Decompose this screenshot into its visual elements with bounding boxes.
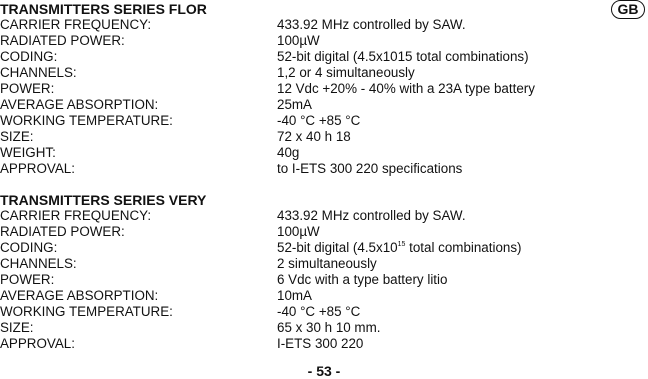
spec-value: 72 x 40 h 18	[277, 129, 351, 144]
spec-row	[0, 336, 600, 352]
spec-row	[0, 81, 600, 97]
spec-label: CODING:	[0, 49, 58, 64]
spec-label: AVERAGE ABSORPTION:	[0, 97, 159, 112]
spec-row	[0, 113, 600, 129]
section-title: TRANSMITTERS SERIES VERY	[0, 192, 207, 208]
spec-row	[0, 49, 600, 65]
spec-value: I-ETS 300 220	[277, 336, 364, 351]
spec-row	[0, 272, 600, 288]
spec-value: 100µW	[277, 224, 320, 239]
spec-row	[0, 288, 600, 304]
spec-label: RADIATED POWER:	[0, 224, 125, 239]
spec-value: 65 x 30 h 10 mm.	[277, 320, 381, 335]
spec-label: POWER:	[0, 272, 55, 287]
spec-row	[0, 145, 600, 161]
spec-label: CHANNELS:	[0, 256, 77, 271]
spec-row	[0, 97, 600, 113]
spec-value: 433.92 MHz controlled by SAW.	[277, 17, 466, 32]
spec-row	[0, 65, 600, 81]
spec-row	[0, 304, 600, 320]
spec-label: CHANNELS:	[0, 65, 77, 80]
spec-value	[277, 240, 522, 256]
spec-row	[0, 33, 600, 49]
spec-label: APPROVAL:	[0, 161, 75, 176]
spec-value-exponent: 15	[397, 241, 406, 248]
spec-row	[0, 320, 600, 336]
spec-label: CODING:	[0, 240, 58, 255]
spec-label: CARRIER FREQUENCY:	[0, 208, 152, 223]
spec-row	[0, 240, 600, 256]
spec-row	[0, 17, 600, 33]
spec-value: 100µW	[277, 33, 320, 48]
spec-label: AVERAGE ABSORPTION:	[0, 288, 159, 303]
spec-label: WORKING TEMPERATURE:	[0, 304, 173, 319]
page-number: - 53 -	[307, 363, 341, 379]
spec-value: 1,2 or 4 simultaneously	[277, 65, 415, 80]
spec-value: 40g	[277, 145, 300, 160]
spec-value: to I-ETS 300 220 specifications	[277, 161, 463, 176]
spec-value: 10mA	[277, 288, 312, 303]
spec-value: -40 °C +85 °C	[277, 304, 361, 319]
spec-value: 2 simultaneously	[277, 256, 377, 271]
spec-value-text: 52-bit digital (4.5x10	[277, 240, 398, 255]
spec-label: WORKING TEMPERATURE:	[0, 113, 173, 128]
spec-label: RADIATED POWER:	[0, 33, 125, 48]
spec-section-very	[0, 192, 600, 352]
spec-row	[0, 161, 600, 177]
language-badge: GB	[611, 0, 645, 19]
spec-value: 6 Vdc with a type battery litio	[277, 272, 448, 287]
spec-value: 12 Vdc +20% - 40% with a 23A type battery	[277, 81, 535, 96]
spec-label: APPROVAL:	[0, 336, 75, 351]
spec-label: WEIGHT:	[0, 145, 56, 160]
spec-value: 25mA	[277, 97, 312, 112]
spec-row	[0, 256, 600, 272]
spec-value: -40 °C +85 °C	[277, 113, 361, 128]
spec-row	[0, 224, 600, 240]
spec-label: SIZE:	[0, 320, 34, 335]
spec-label: SIZE:	[0, 129, 34, 144]
spec-label: CARRIER FREQUENCY:	[0, 17, 152, 32]
spec-row	[0, 129, 600, 145]
section-title: TRANSMITTERS SERIES FLOR	[0, 1, 207, 17]
spec-row	[0, 208, 600, 224]
spec-section-flor	[0, 1, 600, 177]
spec-label: POWER:	[0, 81, 55, 96]
spec-value: 433.92 MHz controlled by SAW.	[277, 208, 466, 223]
spec-value: 52-bit digital (4.5x1015 total combinations)	[277, 49, 529, 64]
spec-value-text: total combinations)	[405, 240, 522, 255]
